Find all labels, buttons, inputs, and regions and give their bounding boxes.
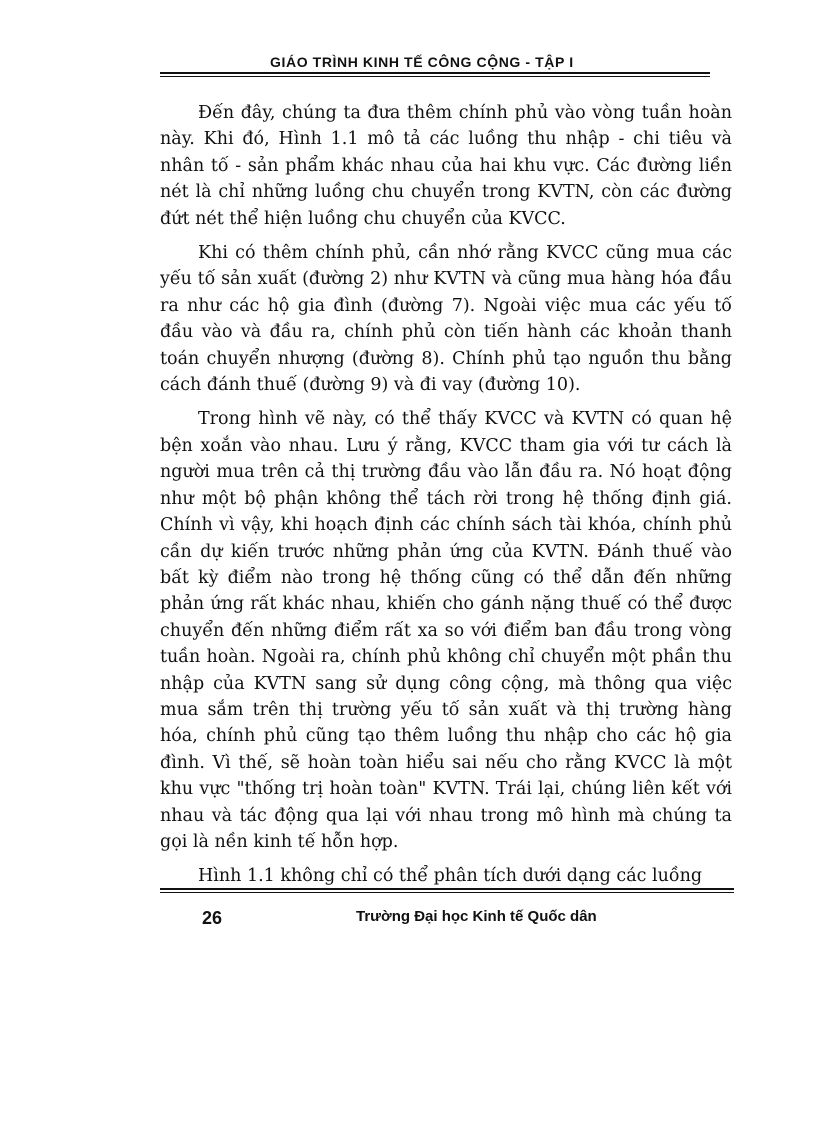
paragraph-1: Đến đây, chúng ta đưa thêm chính phủ vào vòng tuần hoàn này. Khi đó, Hình 1.1 mô tả các luồng thu nhập - chi tiêu và nhân tố - sản phẩm khác nhau của hai khu vực. Các đường liền nét là chỉ những luồng chu chuyển trong KVTN, còn các đường đứt nét thể hiện luồng chu chuyển của KVCC. [160,103,732,229]
page-number: 26 [202,908,223,928]
paragraph-4: Hình 1.1 không chỉ có thể phân tích dưới dạng các luồng [198,866,703,887]
paragraph-2: Khi có thêm chính phủ, cần nhớ rằng KVCC cũng mua các yếu tố sản xuất (đường 2) như KVTN và cũng mua hàng hóa đầu ra như các hộ gia đình (đường 7). Ngoài việc mua các yếu tố đầu vào và đầu ra, chính phủ còn tiến hành các khoản thanh toán chuyển nhượng (đường 8). Chính phủ tạo nguồn thu bằng cách đánh thuế (đường 9) và đi vay (đường 10). [160,243,732,396]
running-footer [160,880,734,940]
header-rule-thin [160,76,710,77]
paragraph-3: Trong hình vẽ này, có thể thấy KVCC và KVTN có quan hệ bện xoắn vào nhau. Lưu ý rằng, KVCC tham gia với tư cách là người mua trên cả thị trường đầu vào lẫn đầu ra. Nó hoạt động như một bộ phận không thể tách rời trong hệ thống định giá. Chính vì vậy, khi hoạch định các chính sách tài khóa, chính phủ cần dự kiến trước những phản ứng của KVTN. Đánh thuế vào bất kỳ điểm nào trong hệ thống cũng có thể dẫn đến những phản ứng rất khác nhau, khiến cho gánh nặng thuế có thể được chuyển đến những điểm rất xa so với điểm ban đầu trong vòng tuần hoàn. Ngoài ra, chính phủ không chỉ chuyển một phần thu nhập của KVTN sang sử dụng công cộng, mà thông qua việc mua sắm trên thị trường yếu tố sản xuất và thị trường hàng hóa, chính phủ cũng tạo thêm luồng thu nhập cho các hộ gia đình. Vì thế, sẽ hoàn toàn hiểu sai nếu cho rằng KVCC là một khu vực "thống trị hoàn toàn" KVTN. Trái lại, chúng liên kết với nhau và tác động qua lại với nhau trong mô hình mà chúng ta gọi là nền kinh tế hỗn hợp. [160,409,732,852]
body-text [160,100,732,890]
footer-rule-thin [160,892,734,893]
running-header [160,48,710,88]
footer-rule-thick [160,888,734,890]
footer-institution: Trường Đại học Kinh tế Quốc dân [356,908,597,925]
header-rule-thick [160,72,710,74]
header-title: GIÁO TRÌNH KINH TẾ CÔNG CỘNG - TẬP I [270,54,574,70]
